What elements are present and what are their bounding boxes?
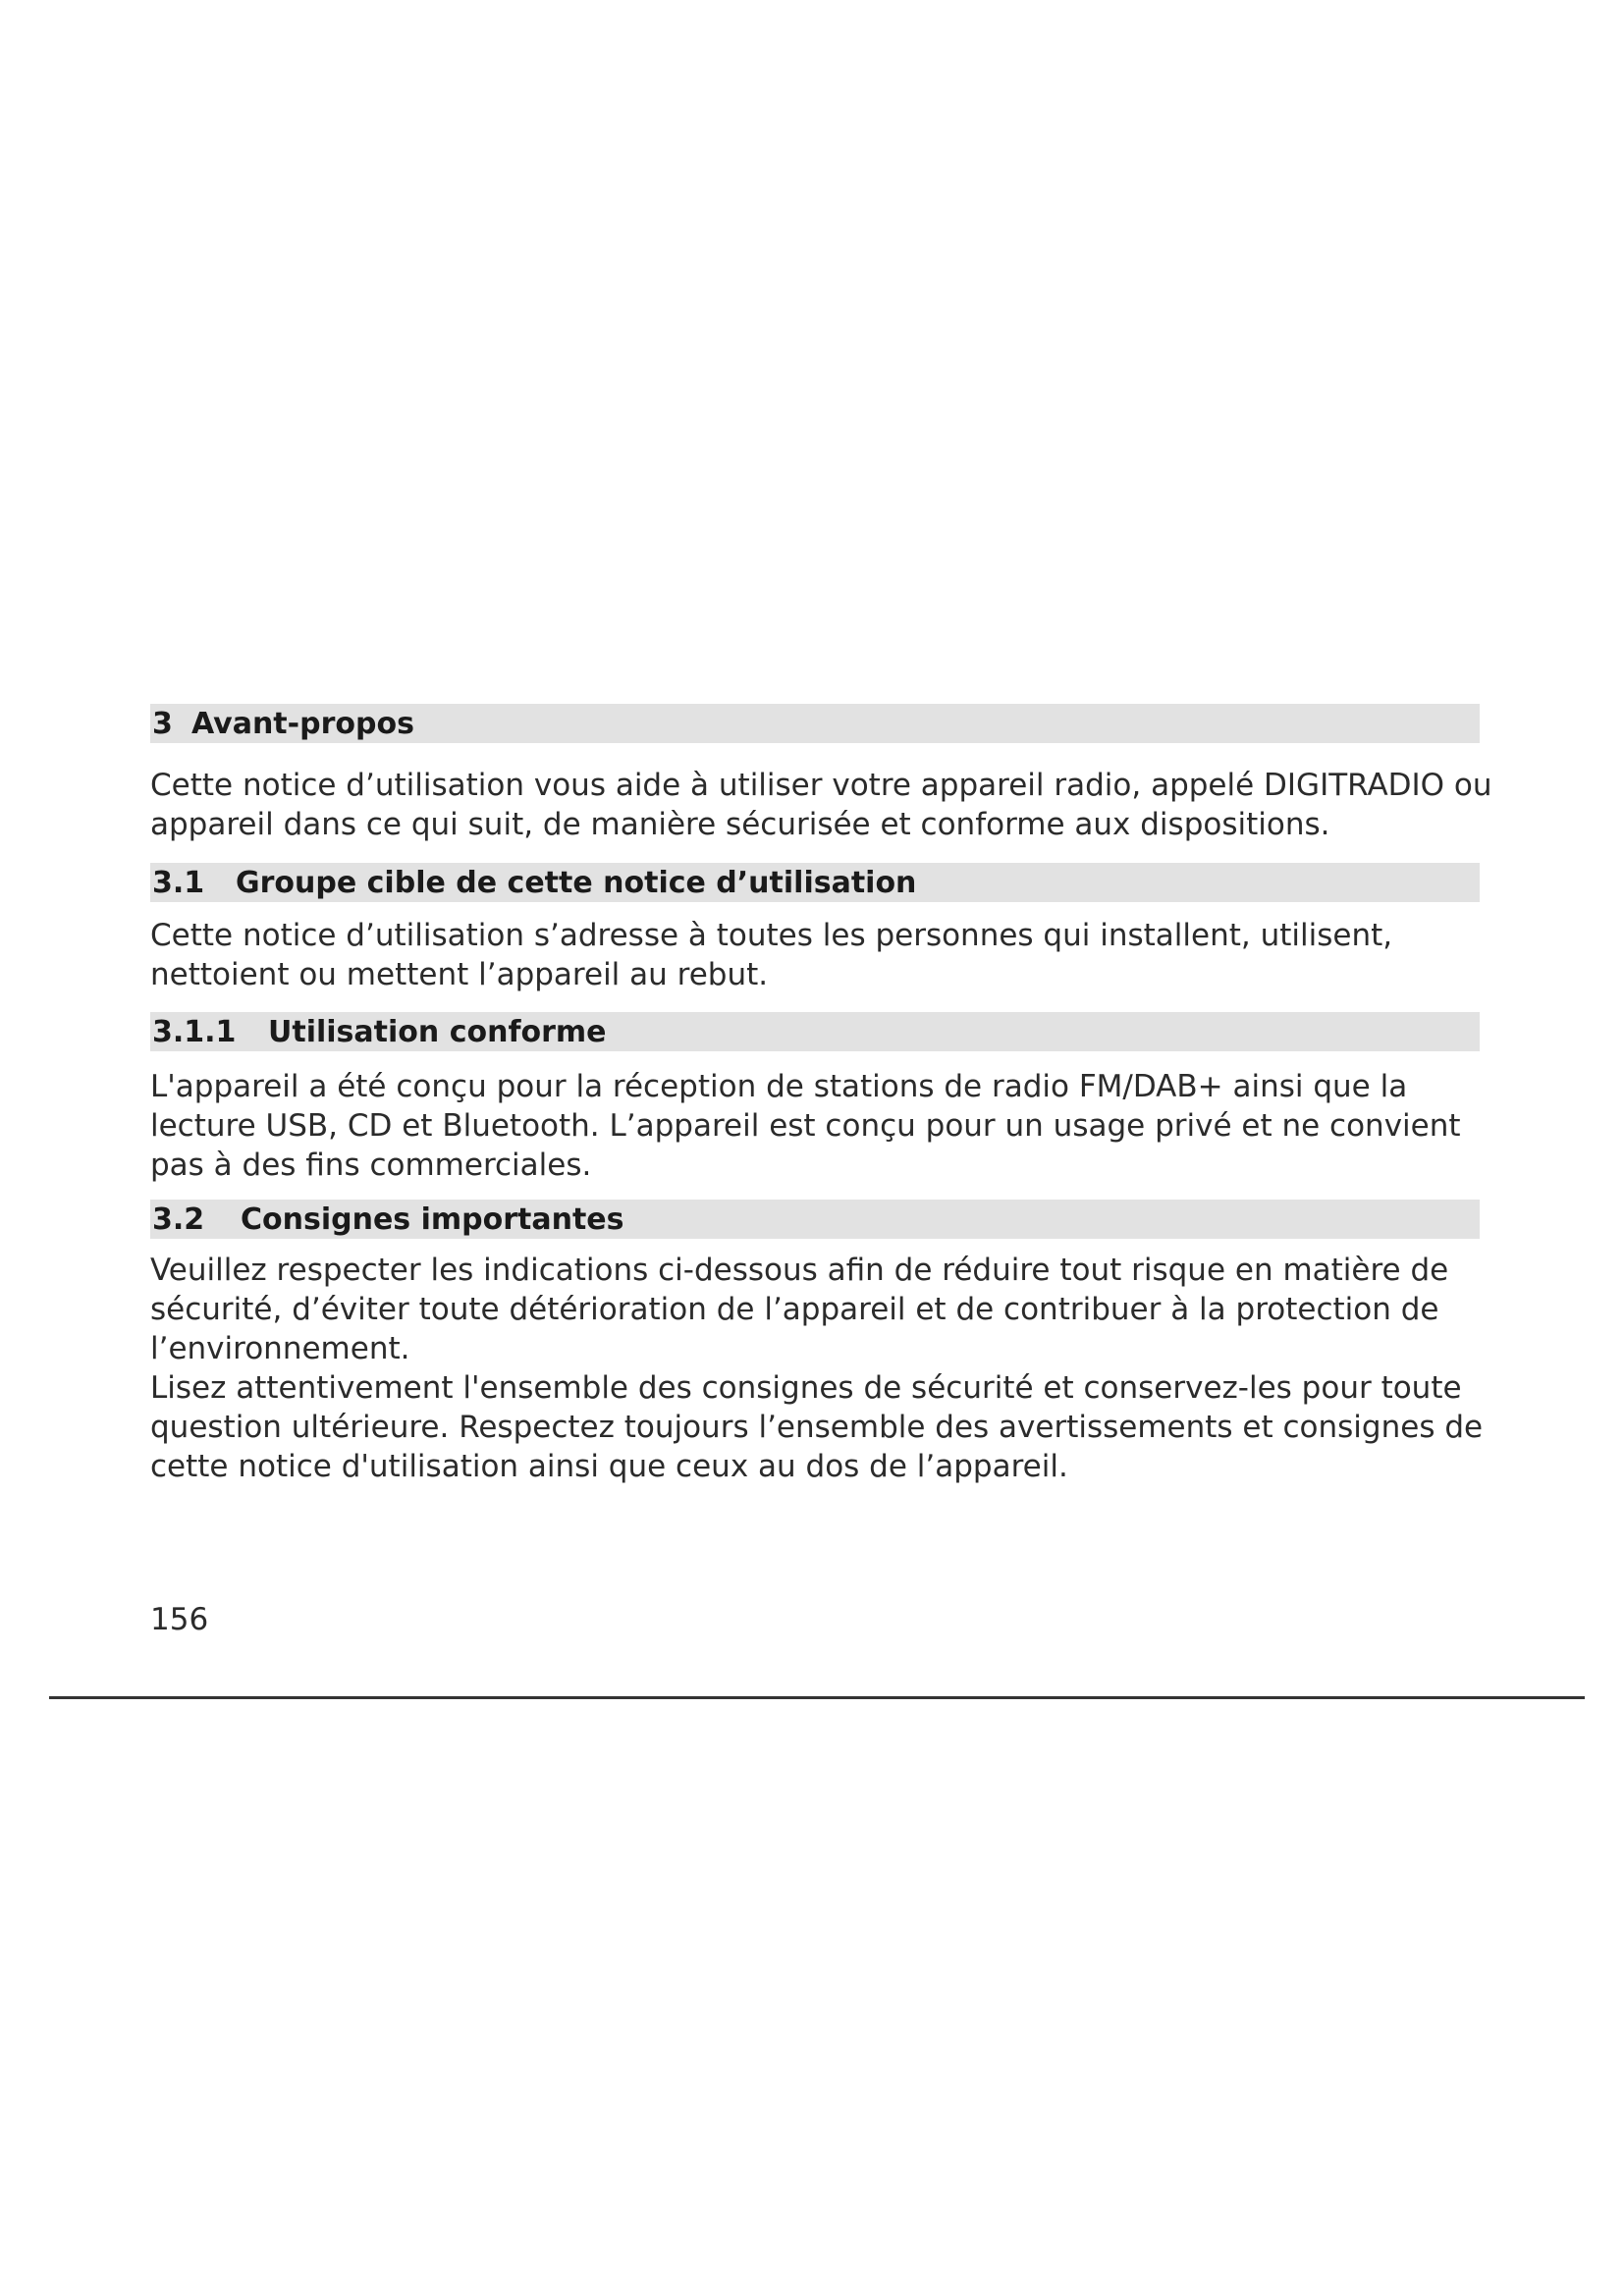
section-title: Consignes importantes <box>241 1201 624 1237</box>
document-body <box>150 704 1492 1486</box>
section-number: 3.2 <box>152 1201 205 1237</box>
text-line: pas à des fins commerciales. <box>150 1148 592 1183</box>
section-title: Groupe cible de cette notice d’utilisation <box>236 865 917 900</box>
text-line: Veuillez respecter les indications ci-dessous afin de réduire tout risque en matière de <box>150 1253 1449 1288</box>
section-paragraph <box>150 766 1492 844</box>
section-number: 3.1 <box>152 865 205 900</box>
section-paragraph <box>150 1067 1480 1185</box>
section-heading-3 <box>150 704 1480 743</box>
text-line: nettoient ou mettent l’appareil au rebut. <box>150 957 769 992</box>
section-number: 3 <box>152 706 173 741</box>
text-line: lecture USB, CD et Bluetooth. L’appareil est conçu pour un usage privé et ne convient <box>150 1108 1461 1144</box>
section-paragraph <box>150 916 1480 994</box>
section-title: Utilisation conforme <box>268 1014 607 1049</box>
section-number: 3.1.1 <box>152 1014 237 1049</box>
text-line: l’environnement. <box>150 1331 410 1366</box>
text-line: cette notice d'utilisation ainsi que ceux au dos de l’appareil. <box>150 1449 1068 1484</box>
text-line: Cette notice d’utilisation vous aide à utiliser votre appareil radio, appelé DIGITRADIO ou <box>150 768 1492 803</box>
text-line: question ultérieure. Respectez toujours l’ensemble des avertissements et consignes de <box>150 1410 1484 1445</box>
text-line: Cette notice d’utilisation s’adresse à toutes les personnes qui installent, utilisent, <box>150 918 1393 953</box>
page-number: 156 <box>150 1602 209 1637</box>
section-heading-3-1 <box>150 863 1480 902</box>
section-heading-3-1-1 <box>150 1012 1480 1051</box>
text-line: sécurité, d’éviter toute détérioration de l’appareil et de contribuer à la protection de <box>150 1292 1439 1327</box>
text-line: Lisez attentivement l'ensemble des consignes de sécurité et conservez-les pour toute <box>150 1370 1462 1406</box>
text-line: appareil dans ce qui suit, de manière sécurisée et conforme aux dispositions. <box>150 807 1330 842</box>
section-paragraph <box>150 1251 1484 1486</box>
footer-divider <box>49 1696 1585 1699</box>
section-heading-3-2 <box>150 1200 1480 1239</box>
section-title: Avant-propos <box>191 706 414 741</box>
text-line: L'appareil a été conçu pour la réception de stations de radio FM/DAB+ ainsi que la <box>150 1069 1408 1104</box>
